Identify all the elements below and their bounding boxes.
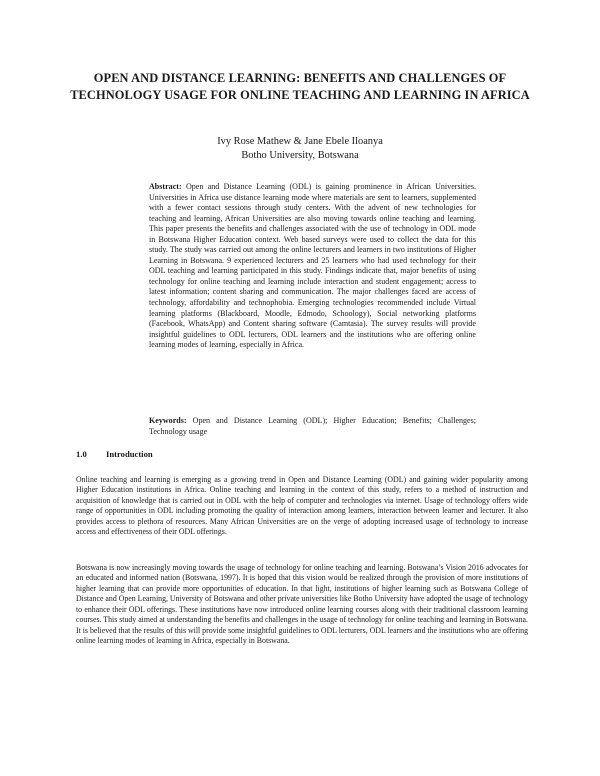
- keywords-label: Keywords:: [149, 416, 187, 425]
- section-number: 1.0: [76, 449, 87, 459]
- author-block: [100, 135, 500, 163]
- author-names: Ivy Rose Mathew & Jane Ebele Iloanya: [217, 136, 383, 147]
- intro-paragraph-1: Online teaching and learning is emerging as a growing trend in Open and Distance Learning (ODL) and gaining wider popularity among Higher Education institutions in Africa. Online teaching and learning in the context of this study, refers to a method of instruction and acquisition of knowledge that is carried out in ODL with the help of computer and technologies via internet. Usage of technology offers wide range of opportunities in ODL including promoting the quality of interaction among learners, interaction between learner and lecturer. It also provides access to plethora of resources. Many African Universities are on the verge of adopting increased usage of technology to increase access and effectiveness of their ODL offerings.: [76, 475, 528, 537]
- author-affiliation: Botho University, Botswana: [241, 150, 359, 161]
- abstract-label: Abstract:: [149, 182, 182, 191]
- intro-paragraph-2: Botswana is now increasingly moving towards the usage of technology for online teaching and learning. Botswana’s Vision 2016 advocates for an educated and informed nation (Botswana, 1997). It is hoped that this vision would be realized through the provision of more institutions of higher learning that can provide more opportunities of education. In that light, institutions of higher learning such as Botswana College of Distance and Open Learning, University of Botswana and other private universities like Botho University have adopted the usage of technology to enhance their ODL offerings. These institutions have now introduced online learning courses along with their traditional classroom learning courses. This study aimed at understanding the benefits and challenges in the usage of technology for online teaching and learning in Botswana. It is believed that the results of this will provide some insightful guidelines to ODL lecturers, ODL learners and the institutions who are offering online learning modes of learning in Africa, especially in Botswana.: [76, 563, 528, 646]
- keywords-text: Open and Distance Learning (ODL); Higher Education; Benefits; Challenges; Technology usage: [149, 416, 476, 436]
- section-heading: [76, 449, 153, 460]
- paper-title: OPEN AND DISTANCE LEARNING: BENEFITS AND CHALLENGES OF TECHNOLOGY USAGE FOR ONLINE TEACHING AND LEARNING IN AFRICA: [70, 71, 530, 102]
- abstract-text: Open and Distance Learning (ODL) is gaining prominence in African Universities. Universities in Africa use distance learning mode where materials are sent to learners, supplemented with a fewer contact sessions through study centers. With the advent of new technologies for teaching and learning, African Universities are also moving towards online teaching and learning. This paper presents the benefits and challenges associated with the use of technology in ODL mode in Botswana Higher Education context. Web based surveys were used to collect the data for this study. The study was carried out among the online lecturers and learners in two institutions of Higher Learning in Botswana. 9 experienced lecturers and 25 learners who had used technology for their ODL teaching and learning participated in this study. Findings indicate that, major benefits of using technology for online teaching and learning include interaction and student engagement; access to latest information; content sharing and communication. The major challenges faced are access of technology, affordability and technophobia. Emerging technologies recommended include Virtual learning platforms (Blackboard, Moodle, Edmodo, Schoology), Social networking platforms (Facebook, WhatsApp) and Content sharing software (Camtasia). The survey results will provide insightful guidelines to ODL lecturers, ODL learners and the institutions who are offering online learning modes of learning, especially in Africa.: [149, 182, 476, 350]
- keywords: [149, 416, 476, 437]
- section-title: Introduction: [106, 449, 153, 459]
- abstract: [149, 182, 476, 351]
